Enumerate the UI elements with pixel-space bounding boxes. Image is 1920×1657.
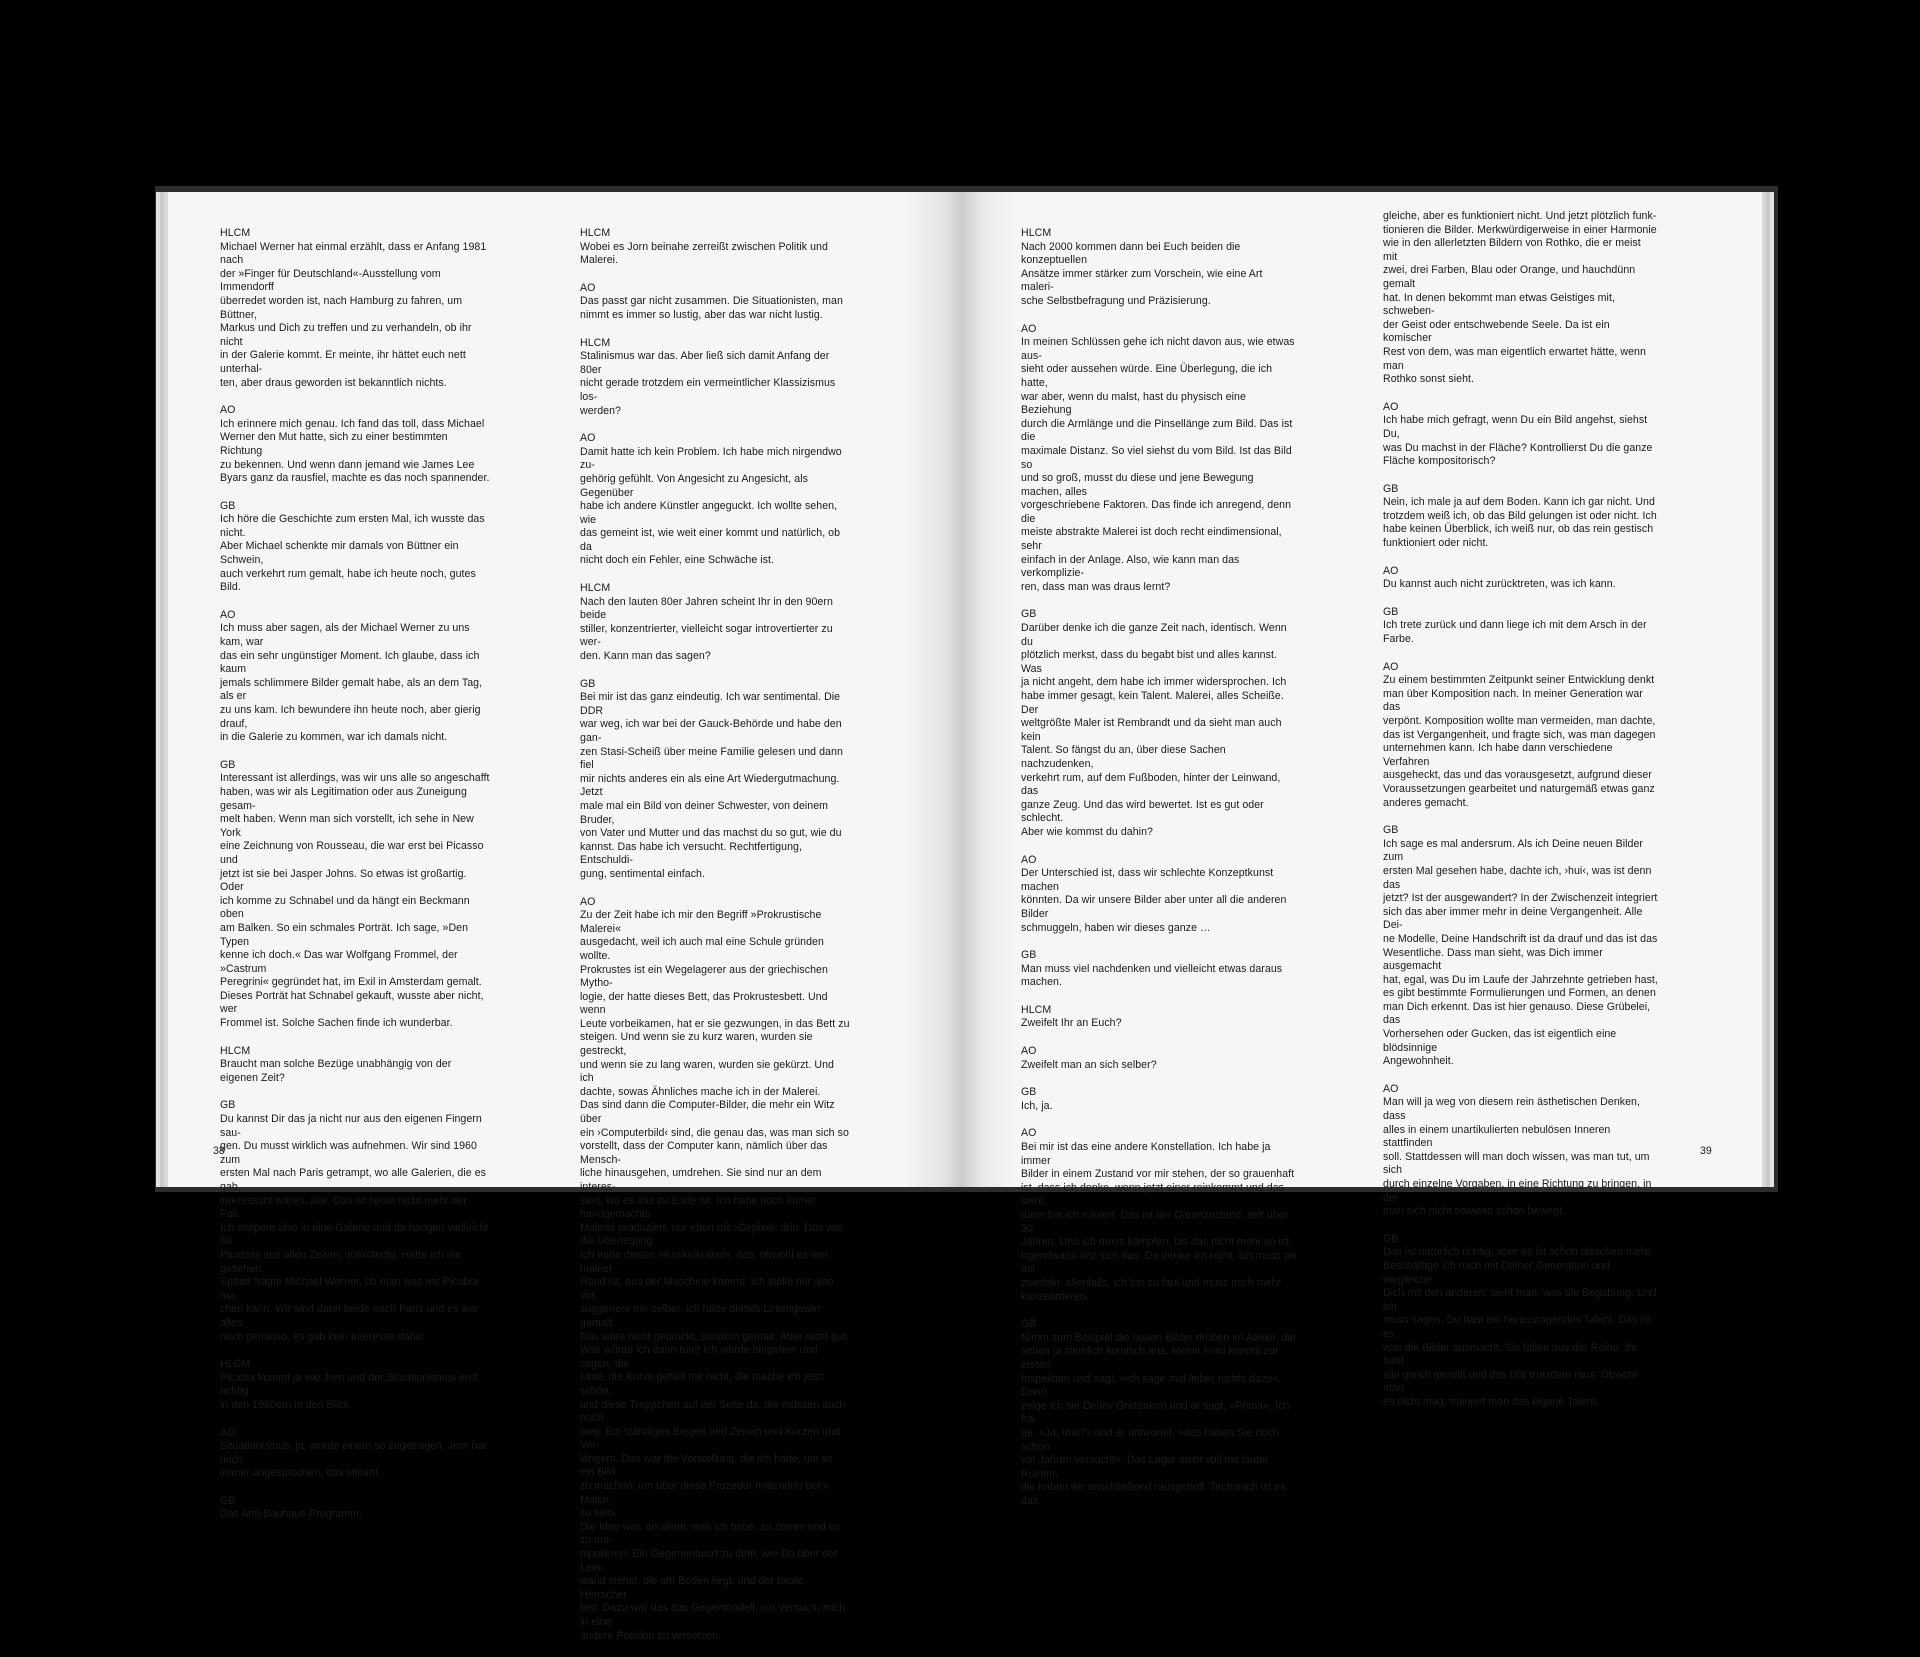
dialogue-block (1021, 323, 1296, 595)
dialogue-text: Nach den lauten 80er Jahren scheint Ihr in den 90ern beide stiller, konzentrierter, vielleicht sogar introvertierter zu wer- den. Kann man das sagen? (580, 595, 833, 663)
speaker-label: HLCM (580, 582, 611, 595)
dialogue-text: Michael Werner hat einmal erzählt, dass er Anfang 1981 nach der »Finger für Deutschland«-Ausstellung vom Immendorff überredet worden ist, nach Hamburg zu fahren, um Büttner, Markus und Dich zu treffen und zu verhandeln, ob ihr nicht in der Galerie kommt. Er meinte, ihr hättet euch nett unterhal- ten, aber draus geworden ist bekanntlich nichts. (220, 240, 487, 389)
page-right-column-2 (1383, 210, 1658, 1424)
dialogue-text: Ich trete zurück und dann liege ich mit dem Arsch in der Farbe. (1383, 619, 1647, 646)
speaker-label: GB (220, 1099, 236, 1112)
speaker-label: HLCM (580, 336, 611, 349)
speaker-label: AO (580, 281, 596, 294)
speaker-label: AO (1021, 1127, 1037, 1140)
dialogue-text: Zu einem bestimmten Zeitpunkt seiner Entwicklung denkt man über Komposition nach. In meiner Generation war das verpönt. Komposition wollte man vermeiden, man dachte, das ist Vergangenheit, und fragte sich, was man dagegen unternehmen kann. Ich habe dann verschiedene Verfahren ausgeheckt, das und das vorausgesetzt, aufgrund dieser Voraussetzungen gearbeitet und naturgemäß etwas ganz anderes gemacht. (1383, 674, 1656, 809)
dialogue-text: Nach 2000 kommen dann bei Euch beiden die konzeptuellen Ansätze immer stärker zum Vorschein, wie eine Art maleri- sche Selbstbefragung und Präzisierung. (1021, 240, 1263, 307)
dialogue-text: Das passt gar nicht zusammen. Die Situationisten, man nimmt es immer so lustig, aber das war nicht lustig. (580, 295, 843, 321)
dialogue-text: Interessant ist allerdings, was wir uns alle so angeschafft haben, was wir als Legitimation oder aus Zuneigung gesam- melt haben. Wenn man sich vorstellt, ich sehe in New York eine Zeichnung von Rousseau, die war erst bei Picasso und jetzt ist sie bei Jasper Johns. So etwas ist großartig. Oder ich komme zu Schnabel und da hängt ein Beckmann oben am Balken. So ein schmales Porträt. Ich sage, »Den Typen kenne ich doch.« Das war Wolfgang Frommel, der »Castrum Peregrini« gegründet hat, im Exil in Amsterdam gemalt. Dieses Porträt hat Schnabel gekauft, wusste aber nicht, wer Frommel ist. Solche Sachen finde ich wunderbar. (220, 772, 490, 1030)
speaker-label: HLCM (1021, 1003, 1052, 1016)
dialogue-text: Damit hatte ich kein Problem. Ich habe mich nirgendwo zu- gehörig gefühlt. Von Angesicht zu Angesicht, als Gegenüber habe ich andere Künstler angeguckt. Ich wollte sehen, wie das gemeint ist, wie weit einer kommt und natürlich, ob da nicht doch ein Fehler, eine Schwäche ist. (580, 445, 842, 567)
dialogue-text: In meinen Schlüssen gehe ich nicht davon aus, wie etwas aus- sieht oder aussehen würde. Eine Überlegung, die ich hatte, war aber, wenn du malst, hast du physisch eine Beziehung durch die Armlänge und die Pinsellänge zum Bild. Das ist die maximale Distanz. So viel siehst du vom Bild. Ist das Bild so und so groß, musst du diese und jene Bewegung machen, alles vorgeschriebene Faktoren. Das finde ich anregend, denn die meiste abstrakte Malerei ist doch recht eindimensional, sehr einfach in der Anlage. Also, wie kann man das verkomplizie- ren, dass man was draus lernt? (1021, 336, 1295, 593)
speaker-label: GB (1021, 1318, 1037, 1331)
speaker-label: AO (1021, 1045, 1037, 1058)
dialogue-text: Ich muss aber sagen, als der Michael Werner zu uns kam, war das ein sehr ungünstiger Moment. Ich glaube, dass ich kaum jemals schlimmere Bilder gemalt habe, als an dem Tag, als er zu uns kam. Ich bewundere ihn heute noch, aber gierig drauf, in die Galerie zu kommen, war ich damals nicht. (220, 622, 483, 744)
dialogue-block (220, 404, 490, 486)
dialogue-text: Ich, ja. (1021, 1099, 1053, 1112)
dialogue-text: Bei mir ist das eine andere Konstellation. Ich habe ja immer Bilder in einem Zustand vor mir stehen, der so grauenhaft ist, dass ich denke, wenn jetzt einer reinkommt und das sieht, dann bin ich ruiniert. Das ist der Dauerzustand, seit über 30 Jahren. Und ich muss kämpfen, bis das nicht mehr so ist. Irgendwann löst sich das. Da denke ich nicht, ich muss an mir zweifeln, allenfalls, ich bin zu faul und muss mich mehr konzentrieren. (1021, 1141, 1296, 1303)
dialogue-text: Ich sage es mal andersrum. Als ich Deine neuen Bilder zum ersten Mal gesehen habe, dachte ich, ›hui‹, was ist denn das jetzt? Ist der ausgewandert? In der Zwischenzeit integriert sich das aber immer mehr in deine Vergangenheit. Alle Dei- ne Modelle, Deine Handschrift ist da drauf und das ist das Wesentliche. Dass man sieht, was Dich immer ausgemacht hat, egal, was Du im Laufe der Jahrzehnte getrieben hast, es gibt bestimmte Formulierungen und Formen, an denen man Dich erkennt. Das ist hier genauso. Diese Grübelei, das Vorhersehen oder Gucken, das ist eigentlich eine blödsinnige Angewohnheit. (1383, 837, 1658, 1068)
page-number-left: 38 (213, 1145, 225, 1157)
page-number-right: 39 (1700, 1145, 1712, 1157)
dialogue-block (1021, 608, 1296, 839)
dialogue-text: Nimm zum Beispiel die neuen Bilder drüben im Atelier, die sehen ja ziemlich komisch aus. Meine Frau kommt zur ersten Inspektion und sagt, »ich sage mal lieber nichts dazu«. Dann zeige ich sie Detlev Gretenkort und er sagt, »Prima«. Ich fra- ge, »Ja, und?« und er antwortet, »das haben Sie doch schon vor Jahren versucht«. Das Lager steht voll mit lauter Ruinen, die haben wir anschließend rausgeholt. Technisch ist es das (1021, 1331, 1296, 1507)
dialogue-text: Zweifelt man an sich selber? (1021, 1058, 1157, 1071)
speaker-label: AO (580, 432, 596, 445)
dialogue-block (1383, 210, 1658, 387)
speaker-label: AO (580, 895, 596, 908)
page-right (963, 192, 1762, 1507)
dialogue-text: Situationismus, ja, wurde einem so zugetragen. Jorn hat mich immer angesprochen, das stimmt. (220, 1440, 487, 1480)
gutter-shadow-left (905, 192, 963, 1187)
speaker-label: GB (1383, 1232, 1399, 1245)
dialogue-block (220, 759, 490, 1031)
dialogue-block (220, 1358, 490, 1412)
dialogue-text: Zweifelt Ihr an Euch? (1021, 1017, 1122, 1030)
dialogue-text: Nein, ich male ja auf dem Boden. Kann ich gar nicht. Und trotzdem weiß ich, ob das Bild gelungen ist oder nicht. Ich habe keinen Überblick, ich weiß nur, ob das rein gestisch funktioniert oder nicht. (1383, 496, 1657, 550)
dialogue-block (1021, 1086, 1296, 1113)
dialogue-block (220, 1045, 490, 1086)
page-left-column-2 (580, 227, 850, 1657)
dialogue-text: Stalinismus war das. Aber ließ sich damit Anfang der 80er nicht gerade trotzdem ein vermeintlicher Klassizismus los- werden? (580, 350, 836, 417)
speaker-label: AO (220, 404, 236, 417)
dialogue-block (220, 227, 490, 390)
dialogue-block (1383, 565, 1658, 592)
dialogue-block (580, 432, 850, 568)
speaker-label: GB (1021, 608, 1037, 621)
speaker-label: GB (1021, 1086, 1037, 1099)
dialogue-block (1383, 824, 1658, 1069)
speaker-label: AO (1021, 322, 1037, 335)
dialogue-block (1383, 1233, 1658, 1410)
speaker-label: AO (220, 608, 236, 621)
dialogue-block (1383, 1083, 1658, 1219)
page-right-column-1 (1021, 227, 1296, 1522)
speaker-label: AO (1383, 564, 1399, 577)
dialogue-text: Man will ja weg von diesem rein ästhetischen Denken, dass alles in einem unartikulierten nebulösen Inneren stattfinden soll. Stattdessen will man doch wissen, was man tut, um sich durch einzelne Vorgaben, in eine Richtung zu bringen, in der man sich nicht sowieso schon bewegt. (1383, 1096, 1652, 1218)
dialogue-block (1383, 401, 1658, 469)
speaker-label: HLCM (1021, 227, 1052, 239)
speaker-label: HLCM (220, 227, 251, 239)
dialogue-block (580, 282, 850, 323)
speaker-label: AO (1021, 853, 1037, 866)
speaker-label: HLCM (220, 1044, 251, 1057)
dialogue-text: Bei mir ist das ganz eindeutig. Ich war sentimental. Die DDR war weg, ich war bei der Gauck-Behörde und habe den gan- zen Stasi-Scheiß über meine Familie gelesen und dann fiel mir nichts anderes ein als eine Art Wiedergutmachung. Jetzt male mal ein Bild von deiner Schwester, von deinem Bruder, von Vater und Mutter und das machst du so gut, wie du kannst. Das habe ich versucht. Rechtfertigung, Entschuldi- gung, sentimental einfach. (580, 691, 843, 880)
dialogue-block (220, 1495, 490, 1522)
speaker-label: GB (1021, 949, 1037, 962)
dialogue-text: Der Unterschied ist, dass wir schlechte Konzeptkunst machen könnten. Da wir unsere Bilder aber unter all die anderen Bilder schmuggeln, haben wir dieses ganze … (1021, 867, 1287, 934)
dialogue-block (580, 896, 850, 1644)
dialogue-text: Du kannst Dir das ja nicht nur aus den eigenen Fingern sau- gen. Du musst wirklich was aufnehmen. Wir sind 1960 zum ersten Mal nach Paris getrampt, wo alle Galerien, die es gab, interessant waren, alle. Das ist heute nicht mehr der Fall. Ich stolpere also in eine Galerie und da hängen vielleicht 60 Picabias aus allen Zeiten, vollständig. Hatte ich nie gesehen. Später fragte Michael Werner, ob man was mit Picabia ma- chen kann. Wir sind dann beide nach Paris und es war alles noch genauso, es gab kein Interesse dafür. (220, 1113, 489, 1343)
speaker-label: GB (1383, 482, 1399, 495)
dialogue-text: Zu der Zeit habe ich mir den Begriff »Prokrustische Malerei« ausgedacht, weil ich auch mal eine Schule gründen wollte. Prokrustes ist ein Wegelagerer aus der griechischen Mytho- logie, der hatte dieses Bett, das Prokrustesbett. Und wenn Leute vorbeikamen, hat er sie gezwungen, in das Bett zu steigen. Und wenn sie zu kurz waren, wurden sie gestreckt, und wenn sie zu lang waren, wurden sie gekürzt. Und ich dachte, sowas Ähnliches mache ich in der Malerei. Das sind dann die Computer-Bilder, die mehr ein Witz über ein ›Computerbild‹ sind, die genau das, was man sich so vorstellt, dass der Computer kann, nämlich über das Mensch- liche hinausgehen, umdrehen. Sie sind nur an dem interes- siert, wo es das zu Ende ist. Ich habe noch immer handgemachte Malerei produziert, nur eben mit ›Gepixel‹ drin. Das war die Überlegung. Ich habe dieses »Krickelkrakel«, das, obwohl es von meiner Hand ist, aus der Maschine kommt. Ich stelle mir also vor, suggeriere mir selber, ich hätte dieses Liniengewirr gemalt. Das wäre nicht gedruckt, sondern gemalt. Aber nicht gut. Was würde ich dann tun? Ich würde hingehen und sagen, die Linie, die Kurve gefällt mir nicht, die mache ich jetzt schön, und diese Treppchen auf der Seite da, die müssen auch noch weg. Ein ständiges Biegen und Zerren und Kürzen und Ver- längern. Das war die Vorstellung, die ich hatte, um so ein Bild zu machen, um über diese Prozedur mittendrin beim Malen zu sein. Die Idee war, an allem, was ich habe, zu zerren und es zu ma- nipulieren. Ein Gegenentwurf zu dem, wie Du über der Lein- wand stehst, die am Boden liegt, und der totale Herrscher bist. Dazu war das das Gegenmodell, ein Versuch, mich in eine andere Position zu versetzen. (580, 909, 850, 1642)
dialogue-block (1021, 1318, 1296, 1508)
page-left-column-1 (220, 227, 490, 1536)
speaker-label: GB (1383, 605, 1399, 618)
speaker-label: AO (220, 1426, 236, 1439)
dialogue-block (580, 227, 850, 268)
dialogue-block (1021, 1004, 1296, 1031)
dialogue-block (220, 1099, 490, 1344)
dialogue-text: Darüber denke ich die ganze Zeit nach, identisch. Wenn du plötzlich merkst, dass du begabt bist und alles kannst. Was ja nicht angeht, dem habe ich immer widersprochen. Ich habe immer gesagt, kein Talent. Malerei, alles Scheiße. Der weltgrößte Maler ist Rembrandt und da sieht man auch kein Talent. So fängst du an, über diese Sachen nachzudenken, verkehrt rum, auf dem Fußboden, hinter der Leinwand, das ganze Zeug. Und das wird bewertet. Ist es gut oder schlecht. Aber wie kommst du dahin? (1021, 622, 1287, 838)
gutter-shadow-right (963, 192, 1013, 1187)
dialogue-block (220, 500, 490, 595)
speaker-label: GB (580, 677, 596, 690)
dialogue-block (1021, 1127, 1296, 1304)
dialogue-block (1021, 949, 1296, 990)
dialogue-text: Das Anti-Bauhaus-Programm. (220, 1508, 363, 1521)
dialogue-text: Man muss viel nachdenken und vielleicht etwas daraus machen. (1021, 962, 1283, 989)
dialogue-block (1021, 854, 1296, 936)
dialogue-text: Picabia kommt ja wie Jorn und der Situationismus erst richtig in den 1980ern in den Blick. (220, 1371, 478, 1411)
dialogue-text: gleiche, aber es funktioniert nicht. Und jetzt plötzlich funk- tionieren die Bilder. Merkwürdigerweise in einer Harmonie wie in den allerletzten Bildern von Rothko, die er meist mit zwei, drei Farben, Blau oder Orange, und hauchdünn gemalt hat. In denen bekommt man etwas Geistiges mit, schweben- der Geist oder entschwebende Seele. Da ist ein komischer Rest von dem, was man eigentlich erwartet hätte, wenn man Rothko sonst sieht. (1383, 210, 1657, 386)
dialogue-block (1383, 661, 1658, 811)
dialogue-block (1021, 227, 1296, 309)
speaker-label: GB (220, 499, 236, 512)
dialogue-block (580, 337, 850, 419)
dialogue-block (220, 609, 490, 745)
dialogue-text: Ich erinnere mich genau. Ich fand das toll, dass Michael Werner den Mut hatte, sich zu einer bestimmten Richtung zu bekennen. Und wenn dann jemand wie James Lee Byars ganz da rausfiel, machte es das noch spannender. (220, 417, 490, 485)
speaker-label: AO (1383, 1082, 1399, 1095)
dialogue-text: Ich höre die Geschichte zum ersten Mal, ich wusste das nicht. Aber Michael schenkte mir damals von Büttner ein Schwein, auch verkehrt rum gemalt, habe ich heute noch, gutes Bild. (220, 513, 485, 594)
page-left (168, 192, 963, 1642)
speaker-label: GB (220, 1494, 236, 1507)
dialogue-text: Wobei es Jorn beinahe zerreißt zwischen Politik und Malerei. (580, 240, 828, 267)
speaker-label: AO (1383, 660, 1399, 673)
dialogue-block (220, 1427, 490, 1481)
dialogue-block (580, 582, 850, 664)
speaker-label: GB (1383, 824, 1399, 837)
dialogue-block (580, 678, 850, 882)
dialogue-block (1021, 1045, 1296, 1072)
dialogue-text: Ich habe mich gefragt, wenn Du ein Bild angehst, siehst Du, was Du machst in der Fläche? Kontrollierst Du die ganze Fläche kompositorisch? (1383, 414, 1653, 468)
dialogue-block (1383, 606, 1658, 647)
dialogue-text: Das ist natürlich richtig, aber es ist schon bisschen mehr. Beschäftige ich mich mit Deiner Generation und vergleiche Dich mit den anderen, sieht man, was die Begabung. Und ich muss sagen, Du hast ein herausragendes Talent. Das ist es, was die Bilder ausmacht. Sie fallen aus der Reihe. Ihr habt alle gleich gemalt und das fällt trotzdem raus. Obwohl man es nicht mag, trainiert man das eigene Talent. (1383, 1246, 1657, 1408)
dialogue-text: Du kannst auch nicht zurücktreten, was ich kann. (1383, 578, 1616, 591)
dialogue-text: Braucht man solche Bezüge unabhängig von der eigenen Zeit? (220, 1058, 452, 1084)
dialogue-block (1383, 483, 1658, 551)
speaker-label: GB (220, 758, 236, 771)
speaker-label: HLCM (220, 1358, 251, 1371)
speaker-label: HLCM (580, 227, 611, 239)
speaker-label: AO (1383, 400, 1399, 413)
